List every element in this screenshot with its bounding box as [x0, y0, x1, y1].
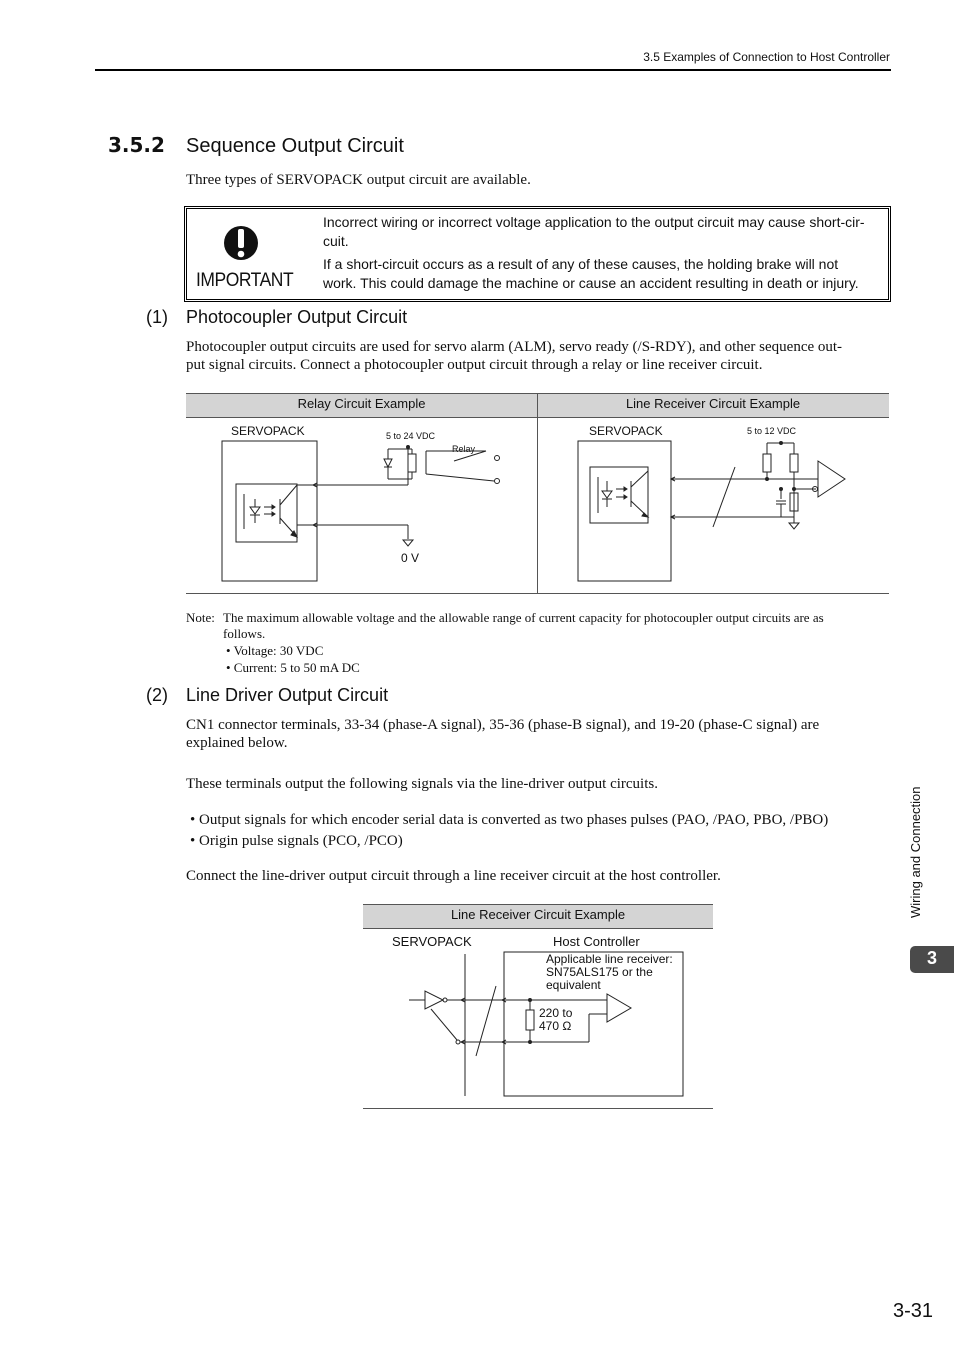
subsection-2-paragraph-1: [186, 716, 891, 752]
relay-servopack-label: SERVOPACK: [231, 424, 305, 438]
table-header-left: Relay Circuit Example: [186, 393, 537, 418]
section-intro: Three types of SERVOPACK output circuit are available.: [186, 172, 531, 188]
paragraph-line: explained below.: [186, 735, 288, 751]
header-rule: [95, 69, 891, 71]
important-line: work. This could damage the machine or cause an accident resulting in death or injury.: [323, 275, 859, 291]
bullet-item: • Origin pulse signals (PCO, /PCO): [190, 833, 403, 849]
page-number: 3-31: [893, 1300, 934, 1322]
subsection-1-paragraph: [186, 338, 891, 374]
important-line: If a short-circuit occurs as a result of any of these causes, the holding brake will not: [323, 256, 839, 272]
note-body: [223, 610, 891, 676]
line-driver-circuit-diagram: [363, 930, 713, 1108]
resistor-label-line: 220 to: [539, 1006, 573, 1020]
exclamation-icon: [223, 220, 259, 266]
relay-supply-label: 5 to 24 VDC: [386, 431, 436, 441]
subsection-2-title: Line Driver Output Circuit: [186, 685, 389, 705]
subsection-2-number: (2): [146, 685, 168, 705]
paragraph-line: Photocoupler output circuits are used for servo alarm (ALM), servo ready (/S-RDY), and other sequence out-: [186, 339, 843, 355]
subsection-1-title: Photocoupler Output Circuit: [186, 307, 408, 327]
note-bullet: • Voltage: 30 VDC: [226, 643, 324, 658]
relay-label: Relay: [452, 444, 476, 454]
line-receiver-circuit-diagram: [538, 419, 889, 593]
resistor-label-line: 470 Ω: [539, 1019, 572, 1033]
paragraph-line: put signal circuits. Connect a photocoupler output circuit through a relay or line receiver circuit.: [186, 357, 763, 373]
side-tab-text: Wiring and Connection: [908, 786, 923, 918]
figure-servopack-label: SERVOPACK: [392, 934, 472, 949]
receiver-note-line: SN75ALS175 or the: [546, 965, 653, 979]
important-text: [323, 213, 888, 293]
important-notice: [184, 206, 891, 302]
figure-host-label: Host Controller: [553, 934, 640, 949]
relay-circuit-diagram: [186, 419, 537, 593]
figure-bottom-rule: [363, 1108, 713, 1109]
important-label: IMPORTANT: [196, 270, 294, 291]
section-number: 3.5.2: [108, 133, 165, 157]
section-title: Sequence Output Circuit: [186, 135, 404, 157]
important-line: Incorrect wiring or incorrect voltage application to the output circuit may cause short-cir-: [323, 214, 865, 230]
bullet-item: • Output signals for which encoder serial data is converted as two phases pulses (PAO, /PAO, PBO, /PBO): [190, 812, 829, 828]
receiver-note-line: equivalent: [546, 978, 601, 992]
receiver-note-line: Applicable line receiver:: [546, 952, 673, 966]
subsection-1-number: (1): [146, 307, 168, 327]
figure-header: Line Receiver Circuit Example: [363, 904, 713, 929]
table-header-right: Line Receiver Circuit Example: [537, 393, 889, 418]
relay-ground-label: 0 V: [401, 551, 420, 565]
note-prefix: Note:: [186, 610, 215, 625]
photocoupler-table: [186, 393, 889, 594]
note-line: follows.: [223, 626, 266, 641]
paragraph-line: CN1 connector terminals, 33-34 (phase-A signal), 35-36 (phase-B signal), and 19-20 (phase-C signal) are: [186, 717, 820, 733]
side-tab-label: [908, 786, 923, 918]
receiver-supply-label: 5 to 12 VDC: [747, 426, 797, 436]
table-bottom-rule: [186, 593, 889, 594]
note-line: The maximum allowable voltage and the allowable range of current capacity for photocoupler output circuits are as: [223, 610, 824, 625]
important-line: cuit.: [323, 233, 349, 249]
note-bullet: • Current: 5 to 50 mA DC: [226, 660, 360, 675]
subsection-2-paragraph-3: Connect the line-driver output circuit through a line receiver circuit at the host controller.: [186, 868, 721, 884]
chapter-tab: 3: [910, 946, 954, 973]
running-header: 3.5 Examples of Connection to Host Controller: [643, 50, 890, 64]
subsection-2-paragraph-2: These terminals output the following signals via the line-driver output circuits.: [186, 776, 658, 792]
line-driver-figure: [363, 904, 713, 1109]
receiver-servopack-label: SERVOPACK: [589, 424, 663, 438]
